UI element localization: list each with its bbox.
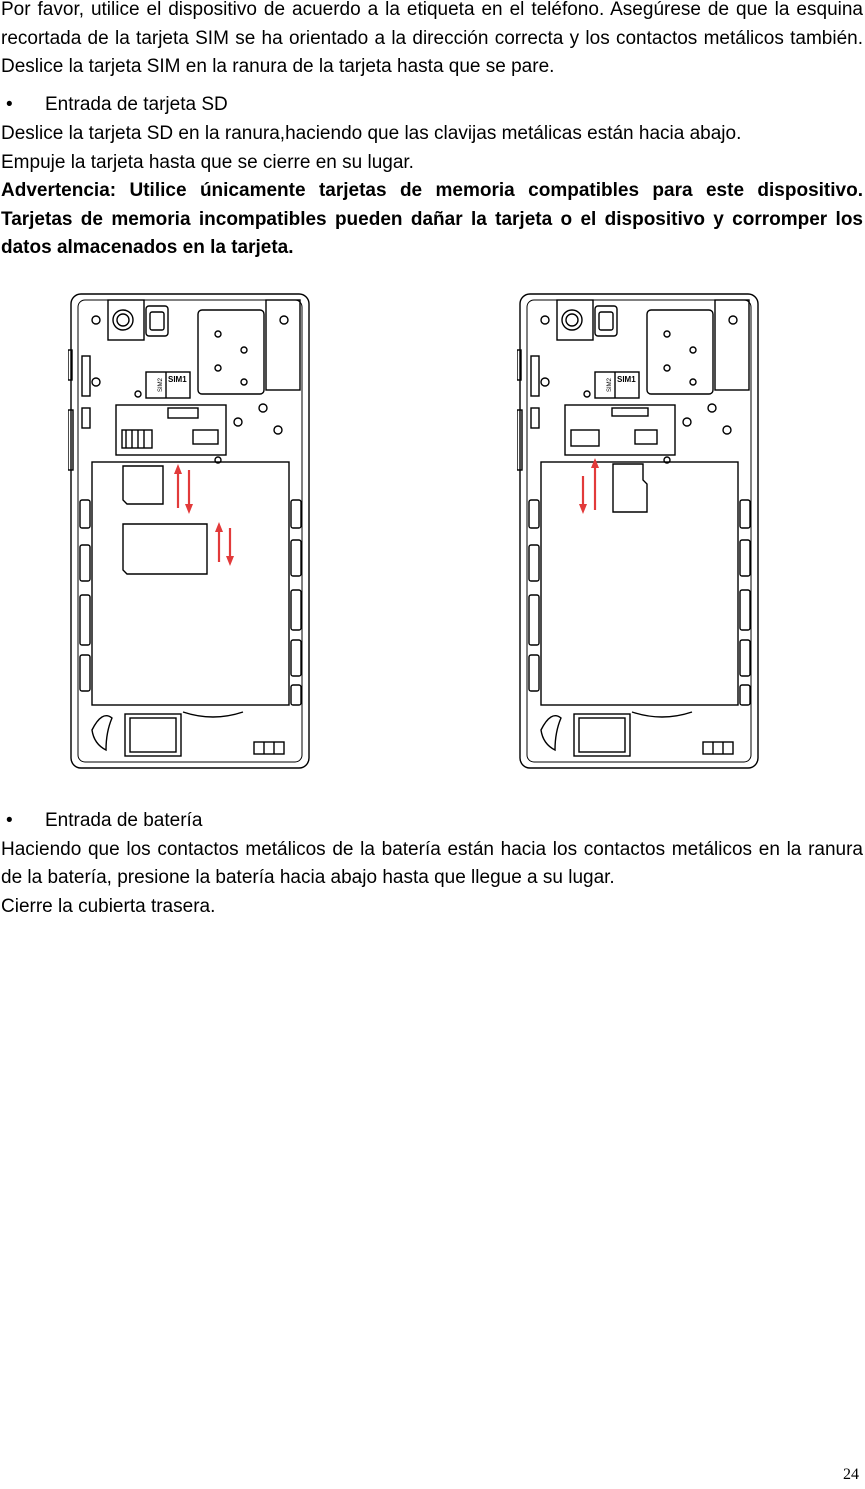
sim2-label: SIM2	[158, 377, 164, 392]
bottom-module	[125, 714, 181, 756]
speaker-area	[647, 310, 713, 394]
sim2-label: SIM2	[607, 377, 613, 392]
bullet-dot: •	[6, 94, 13, 115]
sim-card-1	[123, 466, 163, 504]
sim-card-2	[123, 524, 207, 574]
battery	[541, 462, 738, 705]
bullet-dot: •	[6, 810, 13, 831]
close-cover-text: Cierre la cubierta trasera.	[1, 895, 216, 917]
sd-card	[613, 464, 647, 512]
sd-insertion-figure	[517, 290, 762, 772]
battery	[92, 462, 289, 705]
warning-paragraph: Advertencia: Utilice únicamente tarjetas de memoria compatibles para este dispositivo. Tarjetas de memoria incompatibles pueden dañar la tarjeta o el dispositivo y corromper los datos almacenados en la tarjeta.	[1, 180, 863, 258]
page-number: 24	[843, 1466, 859, 1483]
intro-paragraph: Por favor, utilice el dispositivo de acuerdo a la etiqueta en el teléfono. Asegúrese de que la esquina recortada de la tarjeta SIM se ha orientado a la dirección correcta y los contactos metálicos también. Deslice la tarjeta SIM en la ranura de la tarjeta hasta que se pare.	[1, 0, 863, 77]
speaker-area	[198, 310, 264, 394]
flash-icon	[595, 306, 617, 336]
sim1-label: SIM1	[617, 375, 636, 384]
sim-insertion-figure	[68, 290, 313, 772]
bottom-module	[574, 714, 630, 756]
sim1-label: SIM1	[168, 375, 187, 384]
bullet-sd-label: Entrada de tarjeta SD	[45, 94, 228, 115]
bullet-battery-label: Entrada de batería	[45, 810, 203, 831]
battery-paragraph: Haciendo que los contactos metálicos de la batería están hacia los contactos metálicos en la ranura de la batería, presione la batería hacia abajo hasta que llegue a su lugar.	[1, 838, 863, 888]
sd-instruction-2: Empuje la tarjeta hasta que se cierre en su lugar.	[1, 151, 414, 173]
sd-instruction-1: Deslice la tarjeta SD en la ranura,haciendo que las clavijas metálicas están hacia abajo.	[1, 123, 742, 144]
phone-outline	[520, 294, 758, 768]
phone-outline	[71, 294, 309, 768]
